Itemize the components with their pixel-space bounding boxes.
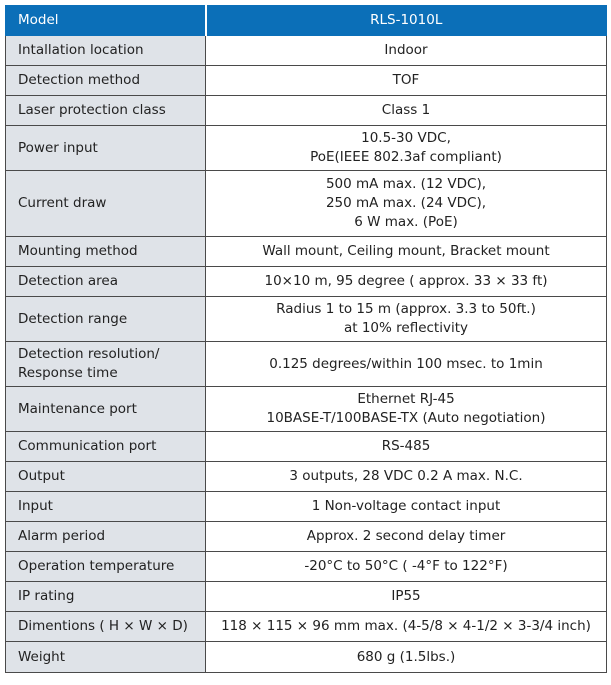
spec-label <box>6 66 206 96</box>
spec-value-line: Class 1 <box>381 102 431 118</box>
spec-label-line: Communication port <box>18 438 157 454</box>
spec-row <box>6 171 607 237</box>
spec-value <box>206 432 607 462</box>
spec-label-line: Dimentions ( H × W × D) <box>18 618 188 634</box>
spec-value-line: 0.125 degrees/within 100 msec. to 1min <box>269 355 543 372</box>
spec-value-line: 118 × 115 × 96 mm max. (4-5/8 × 4-1/2 × 3-3/4 inch) <box>221 618 591 634</box>
spec-value <box>206 492 607 522</box>
spec-value <box>206 342 607 387</box>
spec-value <box>206 462 607 492</box>
spec-label <box>6 342 206 387</box>
spec-label <box>6 126 206 171</box>
spec-row <box>6 387 607 432</box>
spec-row <box>6 237 607 267</box>
spec-label-line: Detection area <box>18 273 118 289</box>
spec-row <box>6 522 607 552</box>
spec-label-line: Mounting method <box>18 243 138 259</box>
header-row <box>6 6 607 36</box>
spec-value-line: Approx. 2 second delay timer <box>306 528 506 544</box>
spec-row <box>6 462 607 492</box>
spec-value <box>206 171 607 237</box>
spec-row <box>6 36 607 66</box>
spec-value-line: 3 outputs, 28 VDC 0.2 A max. N.C. <box>289 468 523 484</box>
spec-label-line: IP rating <box>18 588 75 604</box>
spec-value-line: 10.5-30 VDC, <box>361 130 451 146</box>
spec-value <box>206 387 607 432</box>
spec-label-line: Detection method <box>18 72 141 88</box>
spec-label <box>6 462 206 492</box>
spec-label <box>6 492 206 522</box>
spec-value-line: 500 mA max. (12 VDC), <box>325 176 487 192</box>
spec-value-line: PoE(IEEE 802.3af compliant) <box>310 149 502 165</box>
spec-label-line: Laser protection class <box>18 102 166 118</box>
spec-label <box>6 267 206 297</box>
spec-value <box>206 66 607 96</box>
spec-value-line: Indoor <box>384 42 428 58</box>
spec-label <box>6 642 206 673</box>
spec-label-line: Operation temperature <box>18 558 175 574</box>
spec-label-line: Alarm period <box>18 528 106 544</box>
spec-label-line: Detection range <box>18 310 128 327</box>
spec-label <box>6 552 206 582</box>
spec-label-line: Output <box>18 468 65 484</box>
spec-value-line: 250 mA max. (24 VDC), <box>325 195 487 211</box>
spec-label-line: Weight <box>18 648 66 665</box>
spec-value-line: at 10% reflectivity <box>343 320 468 336</box>
spec-row <box>6 432 607 462</box>
spec-row <box>6 492 607 522</box>
spec-value-line: 680 g (1.5lbs.) <box>356 648 456 665</box>
spec-value-line: IP55 <box>391 588 421 604</box>
spec-value-line: 1 Non-voltage contact input <box>311 498 501 514</box>
spec-value-line: Wall mount, Ceiling mount, Bracket mount <box>262 243 550 259</box>
spec-label <box>6 237 206 267</box>
spec-value-line: RS-485 <box>381 438 431 454</box>
spec-body <box>6 36 607 673</box>
spec-row <box>6 66 607 96</box>
spec-label-line: Current draw <box>18 195 107 211</box>
spec-row <box>6 297 607 342</box>
spec-row <box>6 552 607 582</box>
spec-label <box>6 432 206 462</box>
spec-value-line: -20°C to 50°C ( -4°F to 122°F) <box>304 558 508 574</box>
spec-row <box>6 582 607 612</box>
spec-value <box>206 96 607 126</box>
spec-value <box>206 582 607 612</box>
spec-label <box>6 297 206 342</box>
spec-value <box>206 36 607 66</box>
spec-label-line: Intallation location <box>18 42 144 58</box>
spec-label <box>6 582 206 612</box>
spec-label-line: Power input <box>18 139 98 156</box>
spec-label <box>6 522 206 552</box>
spec-label <box>6 36 206 66</box>
spec-label-line: Input <box>18 498 53 514</box>
spec-value <box>206 612 607 642</box>
spec-value-line: TOF <box>392 72 420 88</box>
spec-row <box>6 642 607 673</box>
spec-value <box>206 237 607 267</box>
spec-label <box>6 171 206 237</box>
spec-value <box>206 642 607 673</box>
spec-row <box>6 267 607 297</box>
header-label: Model <box>6 6 206 36</box>
spec-row <box>6 96 607 126</box>
spec-value-line: Ethernet RJ-45 <box>357 391 455 407</box>
spec-row <box>6 342 607 387</box>
spec-label <box>6 96 206 126</box>
spec-table <box>5 5 607 673</box>
spec-row <box>6 126 607 171</box>
spec-label-line: Response time <box>18 365 118 381</box>
spec-label <box>6 612 206 642</box>
spec-value <box>206 267 607 297</box>
spec-label <box>6 387 206 432</box>
spec-value <box>206 126 607 171</box>
spec-row <box>6 612 607 642</box>
spec-value <box>206 297 607 342</box>
spec-value-line: 6 W max. (PoE) <box>354 214 458 230</box>
spec-value-line: Radius 1 to 15 m (approx. 3.3 to 50ft.) <box>276 301 536 317</box>
spec-label-line: Maintenance port <box>18 400 137 417</box>
spec-value <box>206 522 607 552</box>
spec-label-line: Detection resolution/ <box>18 346 160 362</box>
header-model-value: RLS-1010L <box>206 6 607 36</box>
spec-value <box>206 552 607 582</box>
spec-value-line: 10BASE-T/100BASE-TX (Auto negotiation) <box>266 410 546 426</box>
spec-value-line: 10×10 m, 95 degree ( approx. 33 × 33 ft) <box>264 273 548 289</box>
